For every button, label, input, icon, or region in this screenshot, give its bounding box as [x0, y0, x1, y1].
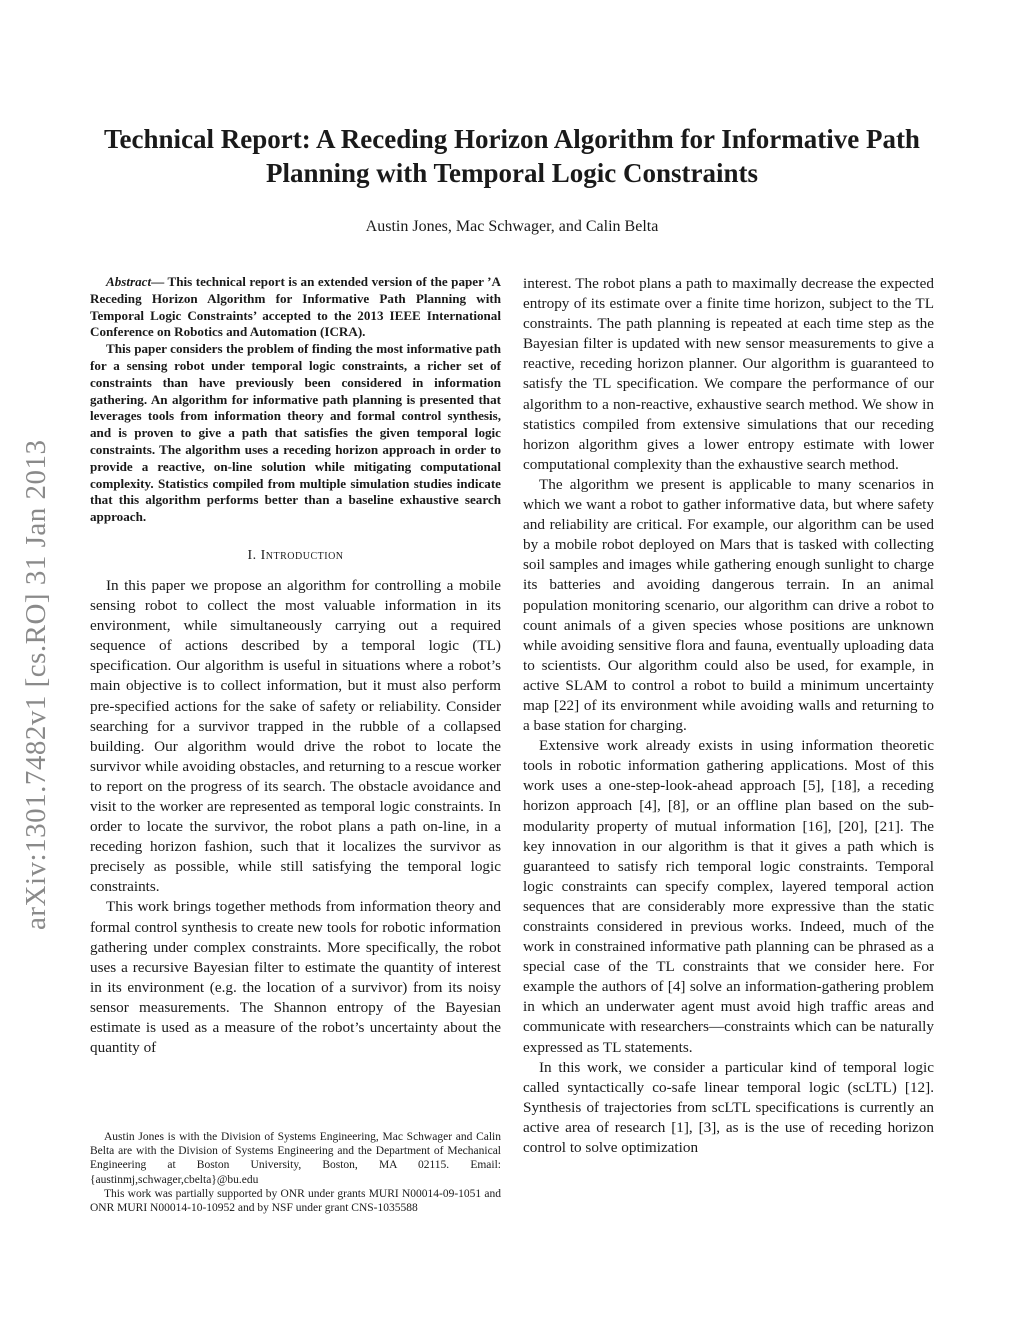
left-column [90, 274, 501, 1058]
paragraph: interest. The robot plans a path to maximally decrease the expected entropy of its estimate over a finite time horizon, subject to the TL constraints. The path planning is repeated at each time step as the Bayesian filter is updated with new sensor measurements to give a reactive, receding horizon planner. Our algorithm is guaranteed to satisfy the TL specification. We compare the performance of our algorithm to a non-reactive, exhaustive search method. We show in statistics compiled from extensive simulations that our receding horizon algorithm gives a lower entropy estimate with lower computational complexity than the exhaustive search method. [523, 275, 934, 473]
abstract [90, 274, 501, 526]
arxiv-identifier: arXiv:1301.7482v1 [cs.RO] 31 Jan 2013 [20, 439, 52, 930]
intro-left-text [90, 576, 501, 1058]
footnotes [90, 1130, 501, 1215]
footnote-affiliation: Austin Jones is with the Division of Systems Engineering, Mac Schwager and Calin Belta are with the Division of Systems Engineering and the Department of Mechanical Engineering at Boston University, Boston, MA 02115. Email: {austinmj,schwager,cbelta}@bu.edu [90, 1131, 501, 1186]
paragraph: The algorithm we present is applicable to many scenarios in which we want a robot to gather informative data, but where safety and reliability are critical. For example, our algorithm can be used by a mobile robot deployed on Mars that is tasked with collecting soil samples and images while gathering enough sunlight to charge its batteries and avoiding dangerous terrain. In an animal population monitoring scenario, our algorithm can drive a robot to count animals of a given species whose positions are unknown while avoiding sensitive flora and fauna, eventually uploading data to scientists. Our algorithm could also be used, for example, in active SLAM to control a robot to build a minimum uncertainty map [22] of its environment while avoiding walls and returning to a base station for charging. [523, 475, 934, 735]
paragraph: This work brings together methods from information theory and formal control synthesis to create new tools for robotic information gathering under complex constraints. More specifically, the robot uses a recursive Bayesian filter to estimate the quantity of interest in its environment (e.g. the location of a survivor) from its noisy sensor measurements. The Shannon entropy of the Bayesian estimate is used as a measure of the robot’s uncertainty about the quantity of [90, 898, 501, 1057]
paper-title: Technical Report: A Receding Horizon Algorithm for Informative Path Planning with Temporal Logic Constraints [104, 124, 920, 188]
abstract-label: Abstract [106, 274, 152, 289]
abstract-paragraph-1: — This technical report is an extended version of the paper ’A Receding Horizon Algorithm for Informative Path Planning with Temporal Logic Constraints’ accepted to the 2013 IEEE International Conference on Robotics and Automation (ICRA). [90, 274, 501, 340]
author-list: Austin Jones, Mac Schwager, and Calin Belta [365, 218, 659, 235]
section-heading: I. Introduction [247, 547, 344, 563]
right-column [523, 274, 934, 1158]
paragraph: In this paper we propose an algorithm for controlling a mobile sensing robot to collect the most valuable information in its environment, while simultaneously carrying out a required sequence of actions described by a temporal logic (TL) specification. Our algorithm is useful in situations where a robot’s main objective is to collect information, but it must also perform pre-specified actions for the sake of safety or reliability. Consider searching for a survivor trapped in the rubble of a collapsed building. Our algorithm would drive the robot to locate the survivor while avoiding obstacles, and returning to a rescue worker to report on the progress of its search. The obstacle avoidance and visit to the worker are represented as temporal logic constraints. In order to locate the survivor, the robot plans a path on-line, in a receding horizon fashion, such that it localizes the survivor as precisely as possible, while still satisfying the temporal logic constraints. [90, 576, 501, 896]
paragraph: In this work, we consider a particular kind of temporal logic called syntactically co-safe linear temporal logic (scLTL) [12]. Synthesis of trajectories from scLTL specifications is currently an active area of research [1], [3], as is the use of receding horizon control to solve optimization [523, 1058, 934, 1157]
paragraph: Extensive work already exists in using information theoretic tools in robotic information gathering applications. Most of this work uses a one-step-look-ahead approach [5], [18], a receding horizon approach [4], [8], or an offline plan based on the sub-modularity property of mutual information [16], [20], [21]. The key innovation in our algorithm is that it gives a path which is guaranteed to satisfy rich temporal logic constraints. Temporal logic constraints can specify complex, layered temporal action sequences that are considerably more expressive than the static constraints considered in previous works. Indeed, much of the work in constrained informative path planning can be phrased as a special case of the TL constraints that we consider here. For example the authors of [4] solve an information-gathering problem in which an underwater agent must avoid high traffic areas and communicate with researchers—constraints which can be naturally expressed as TL statements. [523, 737, 934, 1056]
footnote-funding: This work was partially supported by ONR under grants MURI N00014-09-1051 and ONR MURI N00014-10-10952 and by NSF under grant CNS-1035588 [90, 1187, 501, 1215]
abstract-paragraph-2: This paper considers the problem of finding the most informative path for a sensing robot under temporal logic constraints, a richer set of constraints than have previously been considered in information gathering. An algorithm for informative path planning is presented that leverages tools from information theory and formal control synthesis, and is proven to give a path that satisfies the given temporal logic constraints. The algorithm uses a receding horizon approach in order to provide a reactive, on-line solution while mitigating computational complexity. Statistics compiled from multiple simulation studies indicate that this algorithm performs better than a baseline exhaustive search approach. [90, 341, 501, 525]
